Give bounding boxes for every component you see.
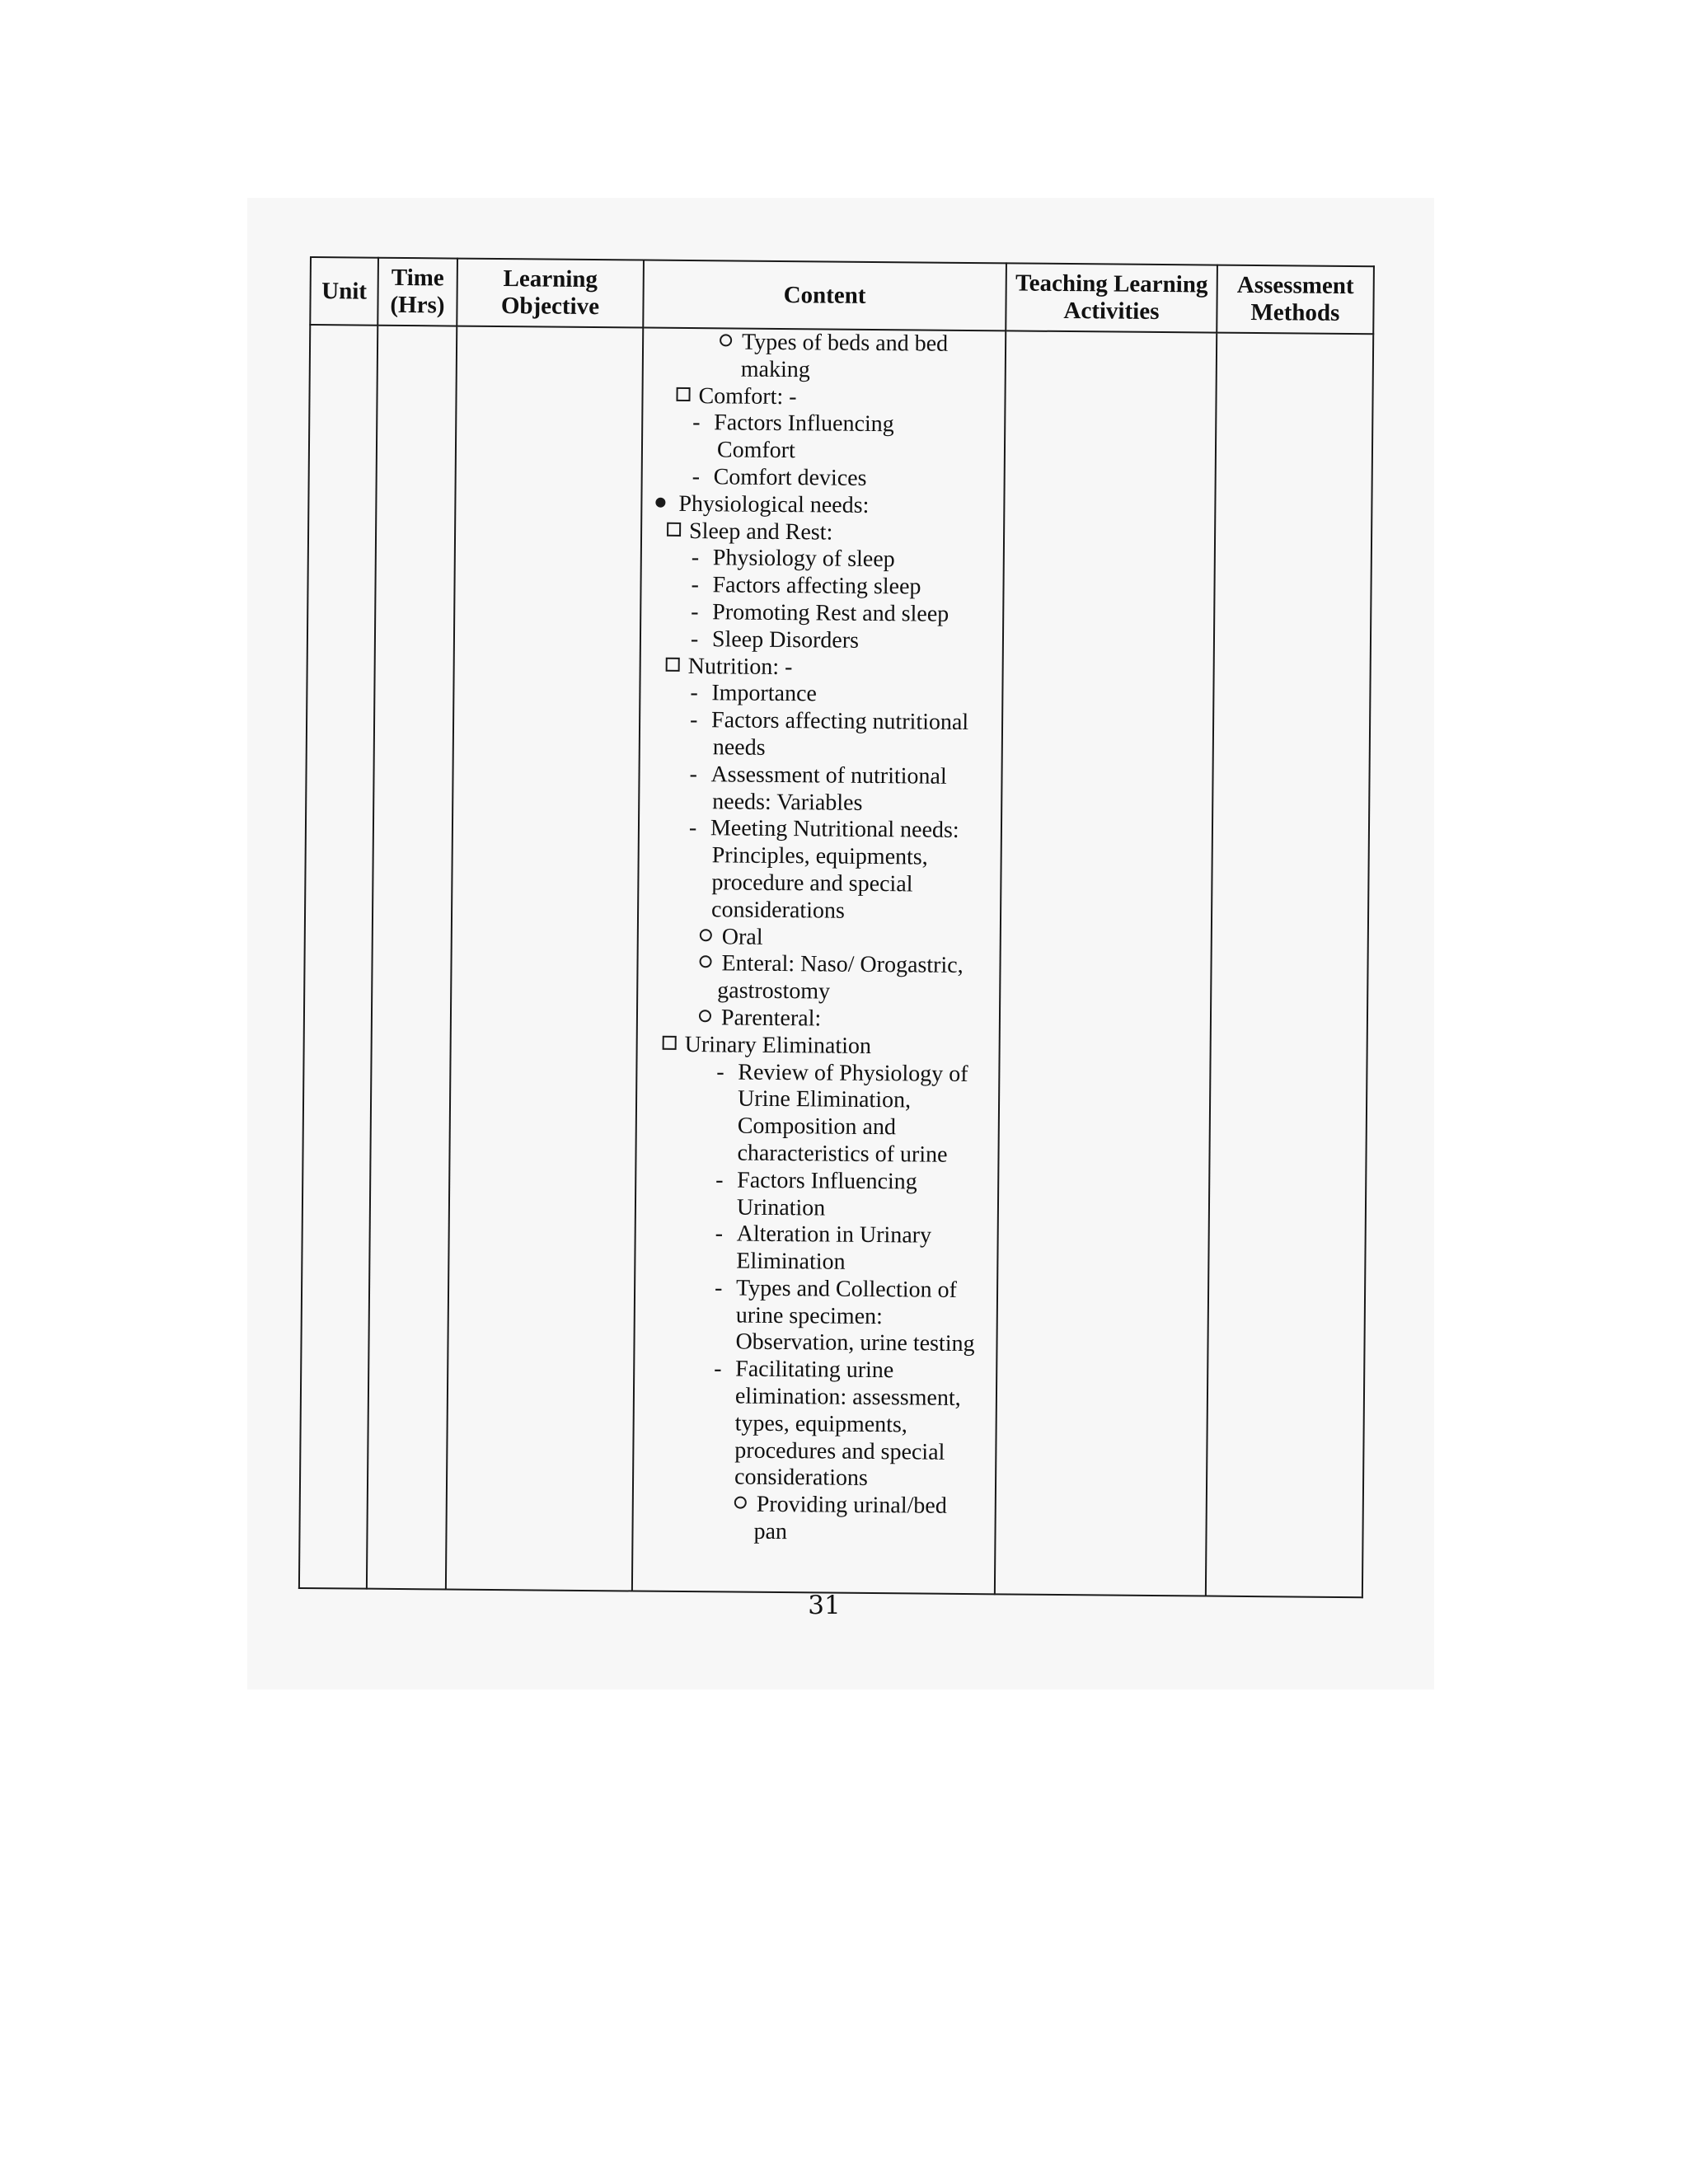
content-line: - Facilitating urine bbox=[714, 1356, 894, 1384]
content-line: Elimination bbox=[736, 1248, 846, 1275]
content-line: - Promoting Rest and sleep bbox=[691, 599, 950, 627]
content-line: - Factors affecting nutritional bbox=[689, 707, 969, 736]
content-line: Urination bbox=[736, 1194, 826, 1221]
content-line: Physiological needs: bbox=[642, 490, 1003, 521]
curriculum-table bbox=[298, 256, 1375, 1598]
content-line: Parenteral: bbox=[638, 1004, 999, 1034]
content-cell bbox=[632, 328, 1006, 1595]
hollow-circle-bullet-icon bbox=[734, 1497, 747, 1509]
content-line: Enteral: Naso/ Orogastric, bbox=[638, 950, 999, 981]
content-line: Comfort: - bbox=[643, 382, 1004, 413]
square-bullet-icon bbox=[667, 522, 681, 536]
header-content: Content bbox=[643, 260, 1006, 331]
content-line: - Physiology of sleep bbox=[691, 545, 895, 573]
content-line: gastrostomy bbox=[717, 977, 831, 1005]
time-cell bbox=[367, 326, 457, 1590]
table-row bbox=[299, 325, 1373, 1597]
content-line: considerations bbox=[710, 897, 845, 924]
content-line: considerations bbox=[734, 1465, 868, 1492]
content-line: - Review of Physiology of bbox=[716, 1058, 968, 1087]
content-line: Nutrition: - bbox=[641, 653, 1002, 683]
square-bullet-icon bbox=[676, 387, 690, 401]
hollow-circle-bullet-icon bbox=[700, 929, 712, 941]
content-line: Types of beds and bed bbox=[644, 329, 1005, 359]
content-line: needs bbox=[712, 734, 766, 761]
header-assessment-methods: Assessment Methods bbox=[1217, 265, 1374, 335]
content-line: - Comfort devices bbox=[692, 464, 867, 491]
content-line: types, equipments, bbox=[734, 1410, 907, 1438]
content-line: procedure and special bbox=[711, 869, 913, 898]
content-line: - Sleep Disorders bbox=[690, 626, 860, 654]
header-learning-objective: Learning Objective bbox=[457, 259, 644, 328]
content-line: making bbox=[740, 356, 810, 383]
content-line: - Meeting Nutritional needs: bbox=[688, 815, 959, 844]
unit-cell bbox=[299, 325, 377, 1589]
content-line: Observation, urine testing bbox=[735, 1329, 975, 1357]
content-line: Sleep and Rest: bbox=[642, 518, 1003, 548]
content-line: Principles, equipments, bbox=[711, 842, 928, 870]
content-line: Composition and bbox=[737, 1113, 897, 1141]
hollow-circle-bullet-icon bbox=[699, 1010, 711, 1022]
content-line: procedures and special bbox=[734, 1437, 945, 1465]
assessment-methods-cell bbox=[1206, 333, 1373, 1598]
content-line: Comfort bbox=[716, 437, 795, 464]
content-line: - Importance bbox=[690, 680, 818, 707]
header-unit: Unit bbox=[310, 257, 378, 326]
content-line: - Types and Collection of bbox=[714, 1275, 958, 1303]
teaching-learning-activities-cell bbox=[995, 330, 1217, 1596]
content-line: elimination: assessment, bbox=[734, 1383, 961, 1412]
content-line: - Factors Influencing bbox=[692, 410, 894, 438]
curriculum-table-wrapper bbox=[298, 256, 1373, 1598]
content-line: Urine Elimination, bbox=[737, 1085, 912, 1113]
hollow-circle-bullet-icon bbox=[699, 955, 711, 968]
content-line: needs: Variables bbox=[712, 788, 863, 816]
round-bullet-icon bbox=[655, 497, 665, 507]
content-line: - Factors affecting sleep bbox=[691, 572, 921, 600]
square-bullet-icon bbox=[666, 657, 680, 671]
page-number: 31 bbox=[808, 1591, 841, 1620]
content-line: - Alteration in Urinary bbox=[715, 1221, 932, 1249]
table-header-row bbox=[310, 257, 1374, 334]
learning-objective-cell bbox=[446, 326, 643, 1591]
content-line: Oral bbox=[639, 923, 1000, 954]
hollow-circle-bullet-icon bbox=[720, 334, 732, 346]
content-line: characteristics of urine bbox=[737, 1140, 948, 1168]
content-line: Urinary Elimination bbox=[638, 1031, 999, 1062]
content-line: - Factors Influencing bbox=[715, 1167, 917, 1195]
content-line: Providing urinal/bed bbox=[634, 1491, 995, 1521]
header-time: Time (Hrs) bbox=[377, 258, 457, 326]
header-teaching-learning-activities: Teaching Learning Activities bbox=[1006, 263, 1217, 332]
content-line: - Assessment of nutritional bbox=[689, 761, 947, 790]
content-line: urine specimen: bbox=[735, 1302, 883, 1329]
content-line: pan bbox=[753, 1518, 788, 1545]
square-bullet-icon bbox=[663, 1035, 677, 1049]
